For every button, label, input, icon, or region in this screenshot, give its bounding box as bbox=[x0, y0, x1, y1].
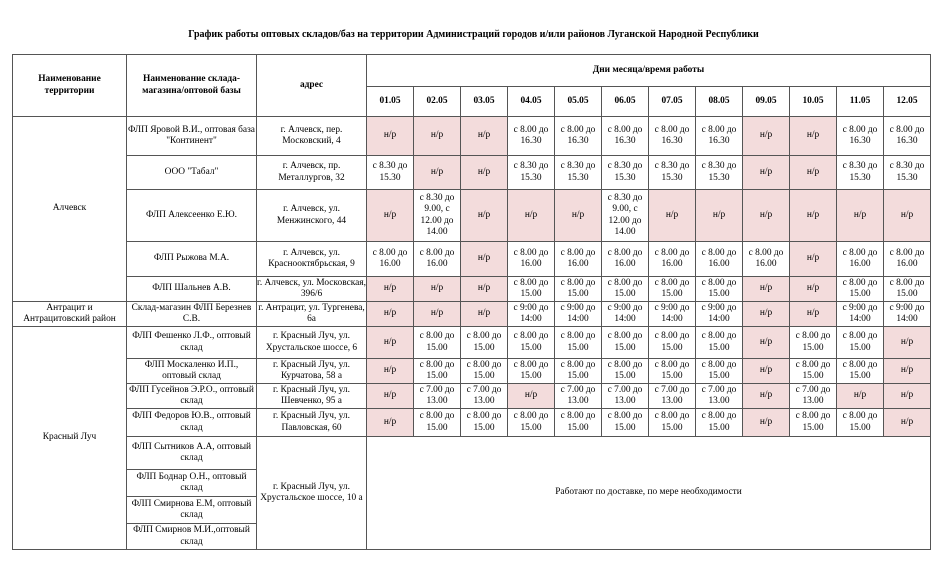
day-cell: с 7.00 до 13.00 bbox=[461, 384, 508, 409]
day-cell: с 8.00 до 15.00 bbox=[649, 409, 696, 437]
day-cell: с 8.00 до 16.00 bbox=[367, 242, 414, 277]
day-cell: н/р bbox=[884, 359, 931, 384]
store-name: ФЛП Фешенко Л.Ф., оптовый склад bbox=[127, 327, 257, 359]
page-title: График работы оптовых складов/баз на территории Администраций городов и/или районов Луганской Народной Республики bbox=[188, 29, 759, 40]
store-name: ФЛП Федоров Ю.В., оптовый склад bbox=[127, 409, 257, 437]
day-cell: н/р bbox=[837, 190, 884, 242]
day-cell: с 8.00 до 15.00 bbox=[461, 359, 508, 384]
day-cell: н/р bbox=[649, 190, 696, 242]
store-address: г. Красный Луч, ул. Хрустальское шоссе, 6 bbox=[257, 327, 367, 359]
day-cell: с 8.00 до 16.30 bbox=[508, 117, 555, 156]
store-address: г. Алчевск, ул. Краснооктябрьская, 9 bbox=[257, 242, 367, 277]
day-cell: с 8.00 до 15.00 bbox=[696, 327, 743, 359]
day-cell: н/р bbox=[367, 190, 414, 242]
day-cell: с 8.00 до 15.00 bbox=[555, 359, 602, 384]
header-date: 09.05 bbox=[743, 87, 790, 117]
day-cell: с 8.00 до 16.00 bbox=[884, 242, 931, 277]
header-date: 03.05 bbox=[461, 87, 508, 117]
day-cell: с 8.00 до 16.30 bbox=[649, 117, 696, 156]
day-cell: н/р bbox=[743, 190, 790, 242]
day-cell: н/р bbox=[884, 327, 931, 359]
day-cell: с 8.00 до 15.00 bbox=[555, 277, 602, 302]
day-cell: н/р bbox=[743, 156, 790, 190]
day-cell: с 8.00 до 15.00 bbox=[837, 277, 884, 302]
day-cell: н/р bbox=[790, 190, 837, 242]
day-cell: н/р bbox=[743, 384, 790, 409]
store-address: г. Красный Луч, ул. Хрустальское шоссе, 10 а bbox=[257, 437, 367, 550]
day-cell: с 8.00 до 16.00 bbox=[837, 242, 884, 277]
day-cell: н/р bbox=[555, 190, 602, 242]
day-cell: н/р bbox=[367, 327, 414, 359]
store-address: г. Антрацит, ул. Тургенева, 6а bbox=[257, 302, 367, 327]
day-cell: н/р bbox=[461, 277, 508, 302]
day-cell: с 8.00 до 16.30 bbox=[602, 117, 649, 156]
day-cell: н/р bbox=[884, 409, 931, 437]
day-cell: с 8.00 до 15.00 bbox=[696, 409, 743, 437]
day-cell: н/р bbox=[743, 277, 790, 302]
day-cell: с 8.00 до 16.00 bbox=[649, 242, 696, 277]
day-cell: с 7.00 до 13.00 bbox=[696, 384, 743, 409]
day-cell: с 9:00 до 14:00 bbox=[555, 302, 602, 327]
store-name: ФЛП Боднар О.Н., оптовый склад bbox=[127, 470, 257, 497]
table-row bbox=[13, 156, 931, 190]
header-date: 10.05 bbox=[790, 87, 837, 117]
table-row bbox=[13, 327, 931, 359]
day-cell: с 8.00 до 15.00 bbox=[602, 327, 649, 359]
table-row bbox=[13, 359, 931, 384]
day-cell: н/р bbox=[743, 327, 790, 359]
day-cell: н/р bbox=[508, 384, 555, 409]
store-name: ООО "Табал" bbox=[127, 156, 257, 190]
store-address: г. Алчевск, пр. Металлургов, 32 bbox=[257, 156, 367, 190]
day-cell: с 8.30 до 15.30 bbox=[884, 156, 931, 190]
table-row bbox=[13, 277, 931, 302]
day-cell: с 8.00 до 15.00 bbox=[649, 277, 696, 302]
table-row bbox=[13, 384, 931, 409]
day-cell: н/р bbox=[367, 359, 414, 384]
store-name: ФЛП Гусейнов Э.Р.О., оптовый склад bbox=[127, 384, 257, 409]
day-cell: с 8.00 до 15.00 bbox=[602, 277, 649, 302]
header-store: Наименование склада-магазина/оптовой базы bbox=[127, 55, 257, 117]
day-cell: с 8.00 до 15.00 bbox=[414, 359, 461, 384]
day-cell: с 8.30 до 15.30 bbox=[837, 156, 884, 190]
territory-krasny: Красный Луч bbox=[13, 327, 127, 550]
day-cell: с 9:00 до 14:00 bbox=[837, 302, 884, 327]
store-address: г. Алчевск, пер. Московский, 4 bbox=[257, 117, 367, 156]
day-cell: с 9:00 до 14:00 bbox=[884, 302, 931, 327]
header-date: 01.05 bbox=[367, 87, 414, 117]
day-cell: н/р bbox=[461, 156, 508, 190]
day-cell: с 8.00 до 15.00 bbox=[649, 327, 696, 359]
delivery-note: Работают по доставке, по мере необходимости bbox=[367, 437, 931, 550]
day-cell: с 8.00 до 15.00 bbox=[555, 327, 602, 359]
day-cell: н/р bbox=[461, 302, 508, 327]
store-name: ФЛП Яровой В.И., оптовая база "Континент" bbox=[127, 117, 257, 156]
day-cell: н/р bbox=[743, 117, 790, 156]
day-cell: с 8.00 до 16.30 bbox=[555, 117, 602, 156]
header-address: адрес bbox=[257, 55, 367, 117]
day-cell: с 7.00 до 13.00 bbox=[602, 384, 649, 409]
day-cell: н/р bbox=[790, 242, 837, 277]
table-row bbox=[13, 190, 931, 242]
store-name: ФЛП Смирнова Е.М, оптовый склад bbox=[127, 497, 257, 524]
store-name: ФЛП Шальнев А.В. bbox=[127, 277, 257, 302]
day-cell: с 8.00 до 16.30 bbox=[837, 117, 884, 156]
store-address: г. Красный Луч, ул. Шевченко, 95 а bbox=[257, 384, 367, 409]
day-cell: н/р bbox=[743, 302, 790, 327]
day-cell: с 8.00 до 15.00 bbox=[461, 409, 508, 437]
day-cell: с 9:00 до 14:00 bbox=[696, 302, 743, 327]
territory-antratsit: Антрацит и Антрацитовский район bbox=[13, 302, 127, 327]
day-cell: с 8.30 до 15.30 bbox=[367, 156, 414, 190]
day-cell: н/р bbox=[367, 302, 414, 327]
day-cell: н/р bbox=[790, 302, 837, 327]
day-cell: с 8.00 до 16.00 bbox=[743, 242, 790, 277]
day-cell: н/р bbox=[414, 277, 461, 302]
day-cell: с 8.00 до 15.00 bbox=[837, 409, 884, 437]
day-cell: н/р bbox=[414, 302, 461, 327]
day-cell: с 8.00 до 15.00 bbox=[508, 409, 555, 437]
day-cell: н/р bbox=[884, 190, 931, 242]
day-cell: с 8.00 до 15.00 bbox=[696, 359, 743, 384]
day-cell: с 8.30 до 15.30 bbox=[508, 156, 555, 190]
store-name: ФЛП Сытников А.А, оптовый склад bbox=[127, 437, 257, 470]
day-cell: с 8.00 до 15.00 bbox=[414, 327, 461, 359]
day-cell: с 8.00 до 16.00 bbox=[508, 242, 555, 277]
day-cell: с 8.00 до 15.00 bbox=[884, 277, 931, 302]
table-row bbox=[13, 409, 931, 437]
day-cell: с 8.30 до 15.30 bbox=[696, 156, 743, 190]
header-date: 07.05 bbox=[649, 87, 696, 117]
day-cell: с 8.00 до 15.00 bbox=[649, 359, 696, 384]
day-cell: с 8.30 до 15.30 bbox=[602, 156, 649, 190]
day-cell: с 9:00 до 14:00 bbox=[649, 302, 696, 327]
header-days-group: Дни месяца/время работы bbox=[367, 55, 931, 87]
day-cell: с 8.00 до 16.00 bbox=[696, 242, 743, 277]
day-cell: с 8.30 до 9.00, с 12.00 до 14.00 bbox=[602, 190, 649, 242]
day-cell: с 8.00 до 15.00 bbox=[602, 359, 649, 384]
day-cell: с 7.00 до 13.00 bbox=[790, 384, 837, 409]
store-address: г. Красный Луч, ул. Курчатова, 58 а bbox=[257, 359, 367, 384]
day-cell: н/р bbox=[367, 409, 414, 437]
day-cell: н/р bbox=[461, 117, 508, 156]
header-date: 06.05 bbox=[602, 87, 649, 117]
day-cell: с 8.00 до 15.00 bbox=[461, 327, 508, 359]
day-cell: с 8.00 до 16.00 bbox=[414, 242, 461, 277]
day-cell: н/р bbox=[790, 156, 837, 190]
day-cell: с 7.00 до 13.00 bbox=[414, 384, 461, 409]
day-cell: с 8.00 до 16.00 bbox=[602, 242, 649, 277]
day-cell: н/р bbox=[743, 359, 790, 384]
territory-alchevsk: Алчевск bbox=[13, 117, 127, 302]
table-row bbox=[13, 302, 931, 327]
day-cell: с 8.00 до 16.30 bbox=[696, 117, 743, 156]
header-date: 04.05 bbox=[508, 87, 555, 117]
header-date: 05.05 bbox=[555, 87, 602, 117]
day-cell: с 7.00 до 13.00 bbox=[649, 384, 696, 409]
day-cell: с 8.00 до 15.00 bbox=[414, 409, 461, 437]
day-cell: н/р bbox=[461, 242, 508, 277]
day-cell: н/р bbox=[414, 117, 461, 156]
day-cell: н/р bbox=[790, 277, 837, 302]
day-cell: с 8.00 до 15.00 bbox=[790, 327, 837, 359]
store-address: г. Алчевск, ул. Менжинского, 44 bbox=[257, 190, 367, 242]
header-territory: Наименование территории bbox=[13, 55, 127, 117]
day-cell: н/р bbox=[884, 384, 931, 409]
day-cell: н/р bbox=[743, 409, 790, 437]
day-cell: с 8.00 до 15.00 bbox=[508, 277, 555, 302]
day-cell: с 9:00 до 14:00 bbox=[602, 302, 649, 327]
header-date: 02.05 bbox=[414, 87, 461, 117]
day-cell: с 8.00 до 16.30 bbox=[884, 117, 931, 156]
day-cell: н/р bbox=[367, 384, 414, 409]
store-name: ФЛП Смирнов М.И.,оптовый склад bbox=[127, 524, 257, 550]
day-cell: н/р bbox=[414, 156, 461, 190]
store-address: г. Красный Луч, ул. Павловская, 60 bbox=[257, 409, 367, 437]
table-row bbox=[13, 117, 931, 156]
day-cell: с 8.30 до 15.30 bbox=[555, 156, 602, 190]
day-cell: с 7.00 до 13.00 bbox=[555, 384, 602, 409]
day-cell: н/р bbox=[837, 384, 884, 409]
store-name: Склад-магазин ФЛП Березнев С.В. bbox=[127, 302, 257, 327]
store-name: ФЛП Москаленко И.П., оптовый склад bbox=[127, 359, 257, 384]
table-row bbox=[13, 242, 931, 277]
day-cell: с 8.00 до 15.00 bbox=[837, 359, 884, 384]
day-cell: с 8.00 до 15.00 bbox=[555, 409, 602, 437]
day-cell: н/р bbox=[508, 190, 555, 242]
header-date: 12.05 bbox=[884, 87, 931, 117]
day-cell: с 8.00 до 15.00 bbox=[790, 409, 837, 437]
day-cell: н/р bbox=[790, 117, 837, 156]
store-name: ФЛП Рыжова М.А. bbox=[127, 242, 257, 277]
store-address: г. Алчевск, ул. Московская, 396/6 bbox=[257, 277, 367, 302]
schedule-table bbox=[12, 54, 931, 550]
day-cell: с 8.00 до 15.00 bbox=[790, 359, 837, 384]
day-cell: с 8.30 до 15.30 bbox=[649, 156, 696, 190]
day-cell: с 9:00 до 14:00 bbox=[508, 302, 555, 327]
day-cell: н/р bbox=[367, 117, 414, 156]
day-cell: с 8.00 до 15.00 bbox=[508, 327, 555, 359]
day-cell: н/р bbox=[367, 277, 414, 302]
day-cell: с 8.00 до 15.00 bbox=[602, 409, 649, 437]
day-cell: н/р bbox=[696, 190, 743, 242]
day-cell: с 8.00 до 15.00 bbox=[696, 277, 743, 302]
day-cell: с 8.00 до 16.00 bbox=[555, 242, 602, 277]
day-cell: с 8.30 до 9.00, с 12.00 до 14.00 bbox=[414, 190, 461, 242]
header-date: 11.05 bbox=[837, 87, 884, 117]
table-row bbox=[13, 437, 931, 470]
day-cell: с 8.00 до 15.00 bbox=[508, 359, 555, 384]
header-date: 08.05 bbox=[696, 87, 743, 117]
day-cell: н/р bbox=[461, 190, 508, 242]
store-name: ФЛП Алексеенко Е.Ю. bbox=[127, 190, 257, 242]
day-cell: с 8.00 до 15.00 bbox=[837, 327, 884, 359]
